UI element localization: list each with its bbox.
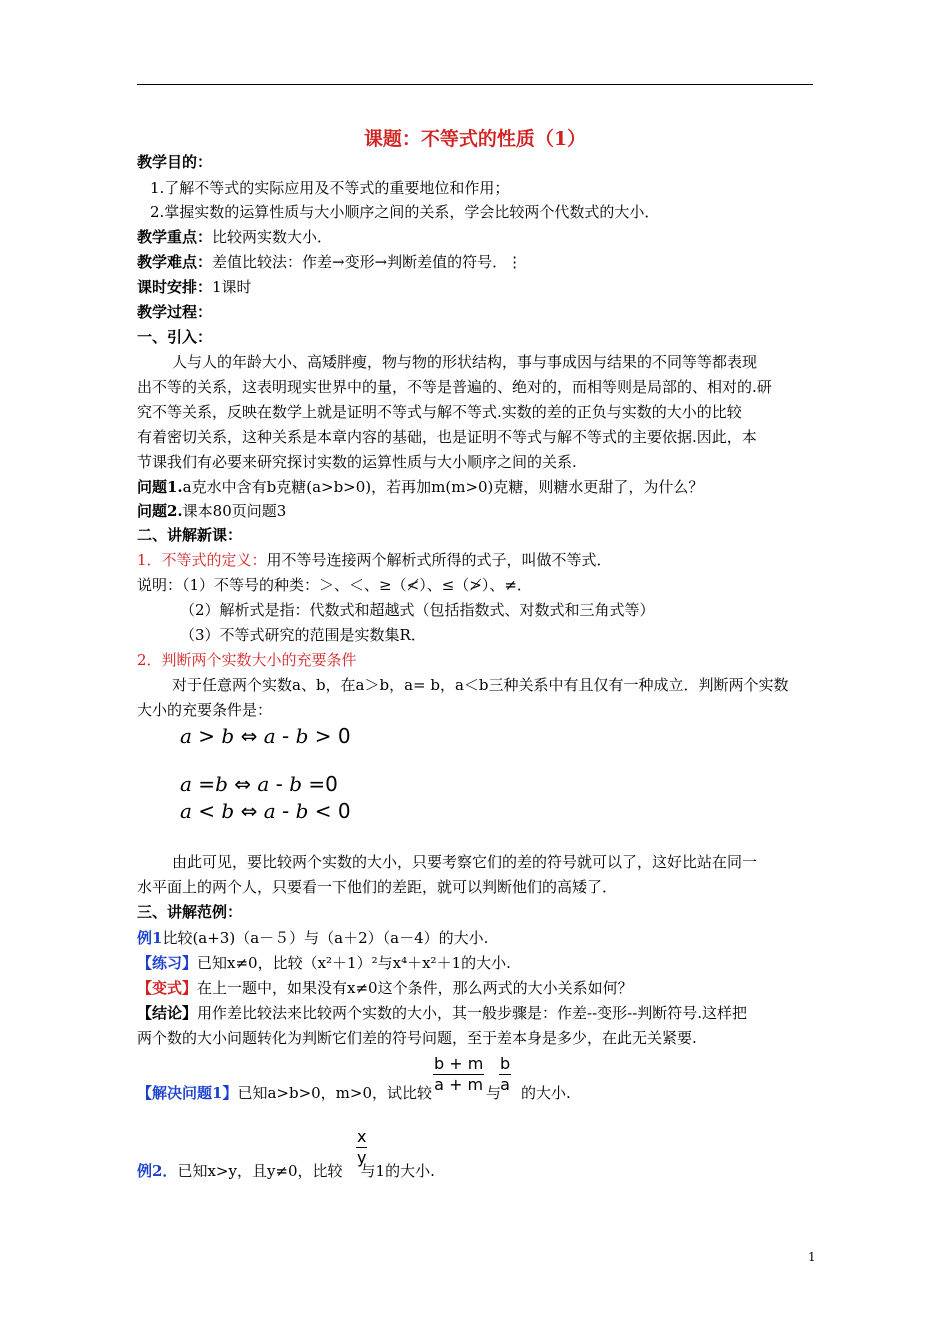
- fraction-numerator: x: [357, 1127, 367, 1146]
- practice-text: 已知x≠0，比较（x²＋1）²与x⁴＋x²＋1的大小.: [197, 954, 511, 972]
- intro-line-5: 节课我们有必要来研究探讨实数的运算性质与大小顺序之间的关系.: [137, 453, 577, 471]
- conclusion: [137, 1003, 747, 1023]
- variant: [137, 978, 633, 998]
- definition-label: 1．不等式的定义：: [137, 551, 267, 569]
- condition-line-1: 对于任意两个实数a、b，在a＞b，a= b，a＜b三种关系中有且仅有一种成立．判断两个实数: [172, 676, 789, 694]
- page-title: 课题：不等式的性质（1）: [363, 128, 587, 150]
- practice-label: 【练习】: [137, 954, 198, 972]
- example-1-label: 例1: [137, 929, 163, 947]
- key-point-label: 教学重点：: [137, 228, 213, 246]
- examples-heading: 三、讲解范例：: [137, 903, 243, 921]
- variant-label: 【变式】: [137, 979, 198, 997]
- objective-item-1: 1.了解不等式的实际应用及不等式的重要地位和作用；: [150, 179, 510, 197]
- difficulty-label: 教学难点：: [137, 253, 213, 271]
- example-1-text: 比较(a+3)（a－５）与（a＋2）（a－4）的大小.: [162, 929, 489, 947]
- header-rule: [137, 84, 813, 85]
- schedule-text: 1课时: [212, 278, 252, 296]
- process-label: 教学过程：: [137, 303, 213, 321]
- intro-line-4: 有着密切关系，这种关系是本章内容的基础，也是证明不等式与解不等式的主要依据.因此，本: [137, 428, 757, 446]
- intro-line-2: 出不等的关系，这表明现实世界中的量，不等是普遍的、绝对的，而相等则是局部的、相对的.研: [137, 378, 772, 396]
- note-3: （3）不等式研究的范围是实数集R．: [180, 626, 426, 644]
- practice: [137, 953, 511, 973]
- conclusion-line-2: 水平面上的两个人，只要看一下他们的差距，就可以判断他们的高矮了．: [137, 878, 618, 896]
- question-1-label: 问题1.: [137, 478, 183, 496]
- example-2-label: 例2．: [137, 1162, 178, 1180]
- question-2: [137, 501, 286, 521]
- example-2: [137, 1161, 435, 1181]
- solve-problem-mid: 与: [486, 1084, 502, 1102]
- schedule: [137, 277, 252, 297]
- condition-heading: 2．判断两个实数大小的充要条件: [137, 651, 357, 669]
- note-label: 说明：: [137, 576, 183, 594]
- objective-item-2: 2.掌握实数的运算性质与大小顺序之间的关系，学会比较两个代数式的大小．: [150, 203, 660, 221]
- formula-equal: a =b ⇔ a - b =0: [180, 772, 338, 796]
- example-2-pre: 已知x>y，且y≠0，比较: [177, 1162, 343, 1180]
- variant-text: 在上一题中，如果没有x≠0这个条件，那么两式的大小关系如何？: [197, 979, 633, 997]
- fraction-denominator: a + m: [434, 1075, 484, 1094]
- key-point-text: 比较两实数大小．: [212, 228, 333, 246]
- solve-problem-pre: 已知a>b>0，m>0，试比较: [237, 1084, 433, 1102]
- solve-problem-post: 的大小.: [521, 1084, 571, 1102]
- question-1-text: a克水中含有b克糖(a>b>0)，若再加m(m>0)克糖，则糖水更甜了，为什么？: [182, 478, 704, 496]
- note-1-text: （1）不等号的种类：＞、＜、≥（≮）、≤（≯）、≠．: [182, 576, 532, 594]
- key-point: [137, 227, 332, 247]
- definition: [137, 550, 612, 570]
- page-number: 1: [808, 1250, 816, 1264]
- question-2-text: 课本80页问题3: [182, 502, 287, 520]
- fraction-denominator: y: [357, 1148, 367, 1167]
- conclusion-label: 【结论】: [137, 1004, 198, 1022]
- example-1: [137, 928, 488, 948]
- condition-line-2: 大小的充要条件是：: [137, 701, 273, 719]
- note-1: [137, 575, 532, 595]
- objectives-label: 教学目的：: [137, 153, 213, 171]
- conclusion-line-1: 由此可见，要比较两个实数的大小，只要考察它们的差的符号就可以了，这好比站在同一: [172, 853, 758, 871]
- fraction-denominator: a: [500, 1075, 510, 1094]
- difficulty-text: 差值比较法：作差→变形→判断差值的符号．⋮: [212, 253, 523, 271]
- intro-line-3: 究不等关系，反映在数学上就是证明不等式与解不等式.实数的差的正负与实数的大小的比较: [137, 403, 742, 421]
- intro-heading: 一、引入：: [137, 328, 213, 346]
- new-lesson-heading: 二、讲解新课：: [137, 526, 243, 544]
- solve-problem-label: 【解决问题1】: [137, 1084, 238, 1102]
- conclusion-text-1: 用作差比较法来比较两个实数的大小，其一般步骤是：作差--变形--判断符号.这样把: [197, 1004, 748, 1022]
- difficulty: [137, 252, 522, 272]
- schedule-label: 课时安排：: [137, 278, 213, 296]
- note-2: （2）解析式是指：代数式和超越式（包括指数式、对数式和三角式等）: [180, 601, 655, 619]
- intro-line-1: 人与人的年龄大小、高矮胖瘦，物与物的形状结构，事与事成因与结果的不同等等都表现: [172, 353, 758, 371]
- fraction-numerator: b + m: [434, 1054, 484, 1073]
- question-1: [137, 477, 703, 497]
- definition-text: 用不等号连接两个解析式所得的式子，叫做不等式．: [266, 551, 612, 569]
- solve-problem: [137, 1083, 571, 1103]
- formula-greater: a > b ⇔ a - b > 0: [180, 724, 351, 748]
- fraction-numerator: b: [500, 1054, 511, 1073]
- formula-less: a < b ⇔ a - b < 0: [180, 799, 351, 823]
- example-2-post: 与1的大小.: [360, 1162, 435, 1180]
- question-2-label: 问题2.: [137, 502, 183, 520]
- conclusion-text-2: 两个数的大小问题转化为判断它们差的符号问题，至于差本身是多少，在此无关紧要.: [137, 1029, 697, 1047]
